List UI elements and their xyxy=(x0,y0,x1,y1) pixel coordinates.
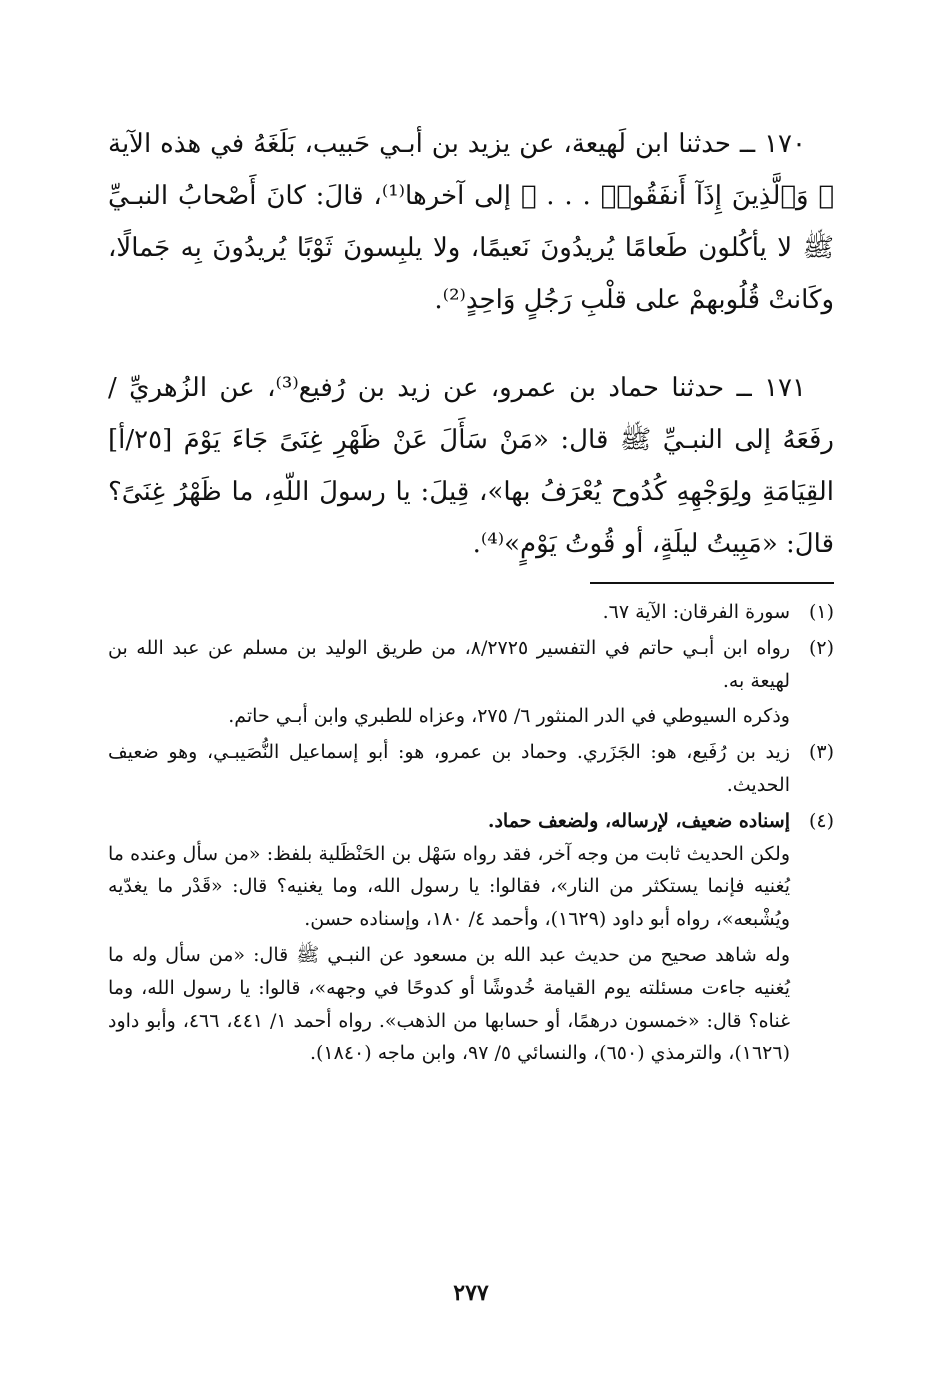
footnote-2 xyxy=(108,632,834,733)
footnote-body xyxy=(108,596,790,629)
footnote-number: (٤) xyxy=(808,809,834,832)
footnote-number: (١) xyxy=(808,601,834,623)
main-text xyxy=(108,118,834,570)
page-number: ٢٧٧ xyxy=(453,1280,489,1306)
footnotes xyxy=(108,596,834,1070)
footnote-text: وذكره السيوطي في الدر المنثور ٦/ ٢٧٥، وعزاه للطبري وابن أبـي حاتم. xyxy=(228,705,790,728)
footnote-separator xyxy=(590,582,834,584)
footnote-body xyxy=(108,632,790,733)
footnote-body xyxy=(108,805,790,1070)
footnote-1 xyxy=(108,596,834,629)
footnote-text: زيد بن رُفَيع، هو: الجَزَري. وحماد بن عمرو، هو: أبو إسماعيل النُّصَيبـي، وهو ضعيف الحديث. xyxy=(108,741,790,796)
footnote-number: (٢) xyxy=(808,636,834,659)
footnote-body xyxy=(108,736,790,802)
hadith-171: ١٧١ ــ حدثنا حماد بن عمرو، عن زيد بن رُفيع⁽³⁾، عن الزُهريِّ / رفَعَهُ إلى النبـيِّ ﷺ قال: «مَنْ سَأَلَ عَنْ ظَهْرِ غِنَىً جَاءَ يَوْمَ [٢٥/أ] القِيَامَةِ ولِوَجْهِهِ كُدُوح يُعْرَفُ بها»، قِيلَ: يا رسولَ اللّهِ، ما ظَهْرُ غِنَىً؟ قالَ: «مَبِيتُ ليلَةٍ، أو قُوتُ يَوْمٍ»⁽⁴⁾. xyxy=(108,373,834,559)
footnote-number: (٣) xyxy=(808,741,834,764)
footnote-text: رواه ابن أبـي حاتم في التفسير ٨/٢٧٢٥، من طريق الوليد بن مسلم عن عبد الله بن لهيعة به. xyxy=(108,636,790,692)
footnote-heading: إسناده ضعيف، لإرساله، ولضعف حماد. xyxy=(487,809,790,832)
hadith-170: ١٧٠ ــ حدثنا ابن لَهيعة، عن يزيد بن أبـي حَبيب، بَلَغَهُ في هذه الآية ﴿ وَٱلَّذِينَ إِذَآ أَنفَقُوا۟ . . . ﴾ إلى آخرها⁽¹⁾، قالَ: كانَ أَصْحابُ النبـيِّ ﷺ لا يأكُلون طَعامًا يُريدُونَ نَعيمًا، ولا يلبِسونَ ثَوْبًا يُريدُونَ بِه جَمالًا، وكَانتْ قُلُوبهمْ على قلْبِ رَجُلٍ وَاحِدٍ⁽²⁾. xyxy=(108,129,834,315)
footnote-continuation xyxy=(108,838,790,1071)
footnote-text: وله شاهد صحيح من حديث عبد الله بن مسعود عن النبـي ﷺ قال: «من سأل وله ما يُغنيه جاءت مسئلته يوم القيامة خُدوشًا أو كدوحًا في وجهه»، قالوا: يا رسول الله، وما غناه؟ قال: «خمسون درهمًا، أو حسابها من الذهب». رواه أحمد ١/ ٤٤١، ٤٦٦، وأبو داود (١٦٢٦)، والترمذي (٦٥٠)، والنسائي ٥/ ٩٧، وابن ماجه (١٨٤٠). xyxy=(108,943,791,1065)
footnote-text: ولكن الحديث ثابت من وجه آخر، فقد رواه سَهْل بن الحَنْظَلية بلفظ: «من سأل وعنده ما يُغنيه فإنما يستكثر من النار»، فقالوا: يا رسول الله، وما يغنيه؟ قال: «قَدْر ما يغدّيه ويُشْبعه»، رواه أبو داود (١٦٢٩)، وأحمد ٤/ ١٨٠، وإسناده حسن. xyxy=(108,842,790,931)
footnote-4 xyxy=(108,805,834,1070)
footnote-3 xyxy=(108,736,834,802)
footnote-text: سورة الفرقان: الآية ٦٧. xyxy=(602,601,790,623)
